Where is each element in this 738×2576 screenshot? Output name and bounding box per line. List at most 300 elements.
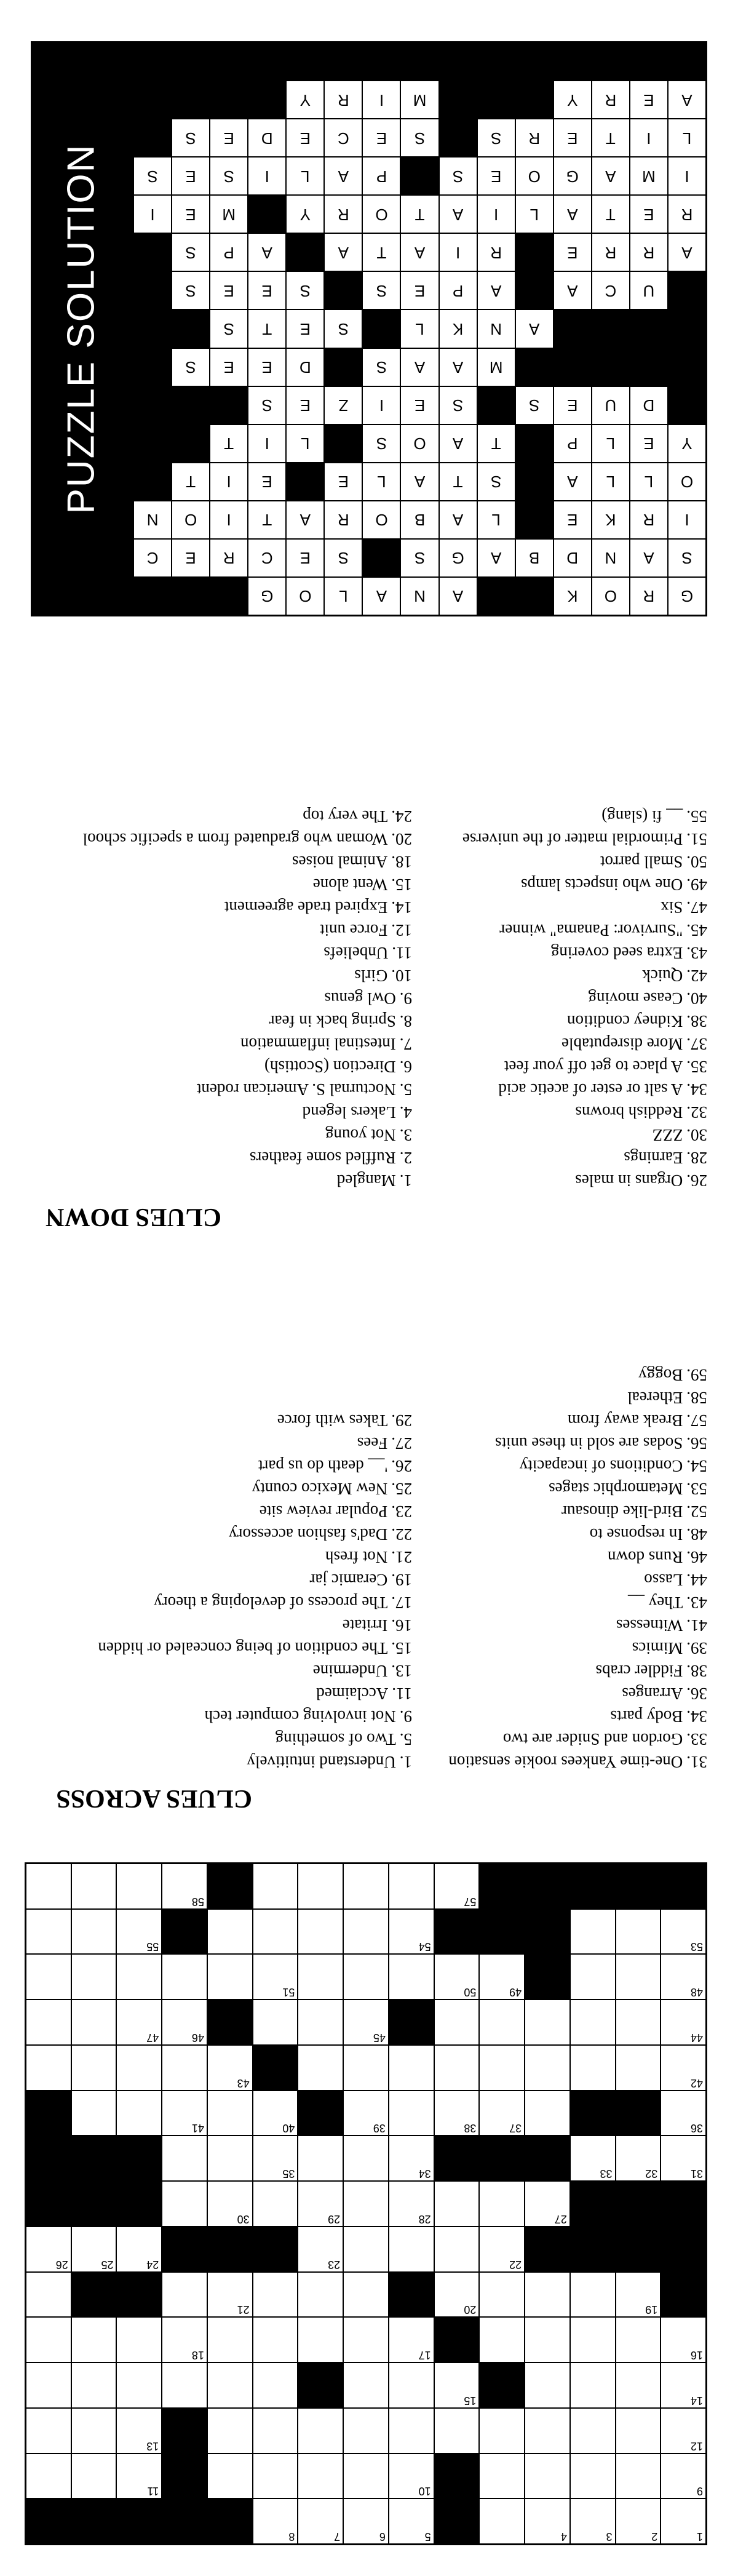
grid-cell[interactable] <box>571 2318 615 2362</box>
grid-cell[interactable] <box>616 2273 661 2317</box>
cell-number: 2 <box>651 2530 658 2543</box>
grid-cell[interactable] <box>661 2454 705 2498</box>
clue-number: 7. <box>399 1035 412 1053</box>
grid-cell[interactable] <box>480 2000 524 2044</box>
clue-number: 24. <box>391 807 412 826</box>
grid-cell[interactable] <box>162 2046 207 2090</box>
solution-letter: R <box>478 234 515 271</box>
solution-letter: R <box>210 540 247 576</box>
clue <box>430 1123 707 1146</box>
grid-cell[interactable] <box>298 2136 343 2180</box>
grid-cell[interactable] <box>389 2454 434 2498</box>
solution-black-square <box>516 272 553 309</box>
grid-cell[interactable] <box>480 2409 524 2453</box>
grid-cell[interactable] <box>525 2091 569 2135</box>
grid-cell[interactable] <box>480 2454 524 2498</box>
grid-cell[interactable] <box>208 1910 252 1954</box>
grid-cell[interactable] <box>253 1955 298 1999</box>
grid-cell[interactable] <box>72 2000 116 2044</box>
grid-cell[interactable] <box>389 2363 434 2407</box>
grid-cell[interactable] <box>616 2409 661 2453</box>
grid-cell[interactable] <box>616 2318 661 2362</box>
grid-cell[interactable] <box>117 2046 161 2090</box>
grid-cell[interactable] <box>162 1864 207 1908</box>
grid-cell[interactable] <box>661 1955 705 1999</box>
grid-cell[interactable] <box>435 2409 479 2453</box>
clue-number: 19. <box>391 1571 412 1589</box>
grid-cell[interactable] <box>208 2182 252 2226</box>
clue-text: Spring back in fear <box>269 1012 396 1031</box>
grid-cell[interactable] <box>162 2363 207 2407</box>
cell-number: 31 <box>690 2167 703 2180</box>
black-square <box>661 1864 705 1908</box>
solution-letter: S <box>172 349 209 386</box>
grid-cell[interactable] <box>26 2227 71 2271</box>
grid-cell[interactable] <box>661 2499 705 2543</box>
grid-cell[interactable] <box>571 2136 615 2180</box>
grid-cell[interactable] <box>344 2227 388 2271</box>
clue-text: Undermine <box>312 1662 388 1680</box>
grid-cell[interactable] <box>72 2409 116 2453</box>
clue <box>31 919 412 941</box>
grid-cell[interactable] <box>435 2273 479 2317</box>
cell-number: 3 <box>606 2530 613 2543</box>
grid-cell[interactable] <box>389 2227 434 2271</box>
grid-cell[interactable] <box>661 2091 705 2135</box>
grid-cell[interactable] <box>26 1910 71 1954</box>
grid-cell[interactable] <box>525 2318 569 2362</box>
solution-letter: A <box>325 158 362 194</box>
solution-letter: O <box>172 501 209 538</box>
solution-letter: I <box>248 158 285 194</box>
grid-cell[interactable] <box>117 2454 161 2498</box>
grid-cell[interactable] <box>298 1864 343 1908</box>
clue <box>31 964 412 987</box>
grid-cell[interactable] <box>117 2318 161 2362</box>
solution-black-square <box>172 387 209 424</box>
grid-cell[interactable] <box>616 2363 661 2407</box>
grid-cell[interactable] <box>72 2363 116 2407</box>
clue-text: The very top <box>303 807 388 826</box>
grid-cell[interactable] <box>162 2182 207 2226</box>
grid-cell[interactable] <box>616 2136 661 2180</box>
grid-cell[interactable] <box>435 2091 479 2135</box>
grid-cell[interactable] <box>253 2499 298 2543</box>
grid-cell[interactable] <box>298 2318 343 2362</box>
clue <box>430 1682 707 1705</box>
solution-grid <box>132 41 707 616</box>
grid-cell[interactable] <box>26 2318 71 2362</box>
clue-number: 15. <box>391 1639 412 1657</box>
grid-cell[interactable] <box>571 1910 615 1954</box>
grid-cell[interactable] <box>389 2318 434 2362</box>
clue-number: 30. <box>686 1126 707 1144</box>
grid-cell[interactable] <box>480 2182 524 2226</box>
grid-cell[interactable] <box>117 2000 161 2044</box>
grid-cell[interactable] <box>208 2136 252 2180</box>
grid-cell[interactable] <box>117 2227 161 2271</box>
grid-cell[interactable] <box>298 2182 343 2226</box>
black-square <box>525 2136 569 2180</box>
black-square <box>162 2454 207 2498</box>
grid-cell[interactable] <box>344 1864 388 1908</box>
cell-number: 25 <box>101 2258 114 2271</box>
grid-cell[interactable] <box>162 2136 207 2180</box>
grid-cell[interactable] <box>616 2000 661 2044</box>
grid-cell[interactable] <box>117 1864 161 1908</box>
grid-cell[interactable] <box>525 2499 569 2543</box>
grid-cell[interactable] <box>253 2000 298 2044</box>
grid-cell[interactable] <box>571 2499 615 2543</box>
cell-number: 4 <box>560 2530 567 2543</box>
grid-cell[interactable] <box>435 2000 479 2044</box>
clue-text: Mangled <box>336 1171 396 1190</box>
grid-cell[interactable] <box>480 2046 524 2090</box>
clue-number: 5. <box>399 1730 412 1749</box>
solution-letter: O <box>592 578 629 615</box>
cell-number: 16 <box>690 2349 703 2362</box>
grid-cell[interactable] <box>435 1955 479 1999</box>
grid-cell[interactable] <box>208 2454 252 2498</box>
clue-text: Popular review site <box>259 1502 388 1521</box>
grid-cell[interactable] <box>72 1955 116 1999</box>
grid-cell[interactable] <box>72 1864 116 1908</box>
grid-cell[interactable] <box>389 2136 434 2180</box>
grid-cell[interactable] <box>208 2046 252 2090</box>
grid-cell[interactable] <box>661 2046 705 2090</box>
grid-cell[interactable] <box>253 2409 298 2453</box>
grid-cell[interactable] <box>344 2363 388 2407</box>
grid-cell[interactable] <box>389 2046 434 2090</box>
clue-number: 18. <box>391 853 412 871</box>
clue-text: Nocturnal S. American rodent <box>196 1080 396 1099</box>
grid-cell[interactable] <box>26 1955 71 1999</box>
solution-black-square <box>248 43 285 80</box>
solution-letter: O <box>287 578 323 615</box>
solution-letter: A <box>401 463 438 500</box>
black-square <box>571 1864 615 1908</box>
solution-letter: T <box>440 463 477 500</box>
grid-cell[interactable] <box>298 2227 343 2271</box>
grid-cell[interactable] <box>298 2000 343 2044</box>
solution-letter: O <box>669 463 705 500</box>
solution-letter: T <box>248 501 285 538</box>
cell-number: 54 <box>418 1940 431 1953</box>
solution-letter: S <box>440 158 477 194</box>
grid-cell[interactable] <box>616 2499 661 2543</box>
clue <box>430 1146 707 1169</box>
solution-black-square <box>172 425 209 462</box>
clue-text: Extra seed covering <box>550 944 683 962</box>
solution-letter: E <box>630 425 667 462</box>
grid-cell[interactable] <box>389 1910 434 1954</box>
grid-cell[interactable] <box>162 2091 207 2135</box>
grid-cell[interactable] <box>525 2000 569 2044</box>
grid-cell[interactable] <box>389 2091 434 2135</box>
grid-cell[interactable] <box>117 2363 161 2407</box>
grid-cell[interactable] <box>208 1955 252 1999</box>
grid-cell[interactable] <box>435 2363 479 2407</box>
grid-cell[interactable] <box>26 2409 71 2453</box>
grid-cell[interactable] <box>344 1910 388 1954</box>
cell-number: 57 <box>464 1895 477 1908</box>
solution-letter: R <box>630 234 667 271</box>
grid-cell[interactable] <box>208 2273 252 2317</box>
grid-cell[interactable] <box>389 1955 434 1999</box>
solution-letter: M <box>478 349 515 386</box>
grid-cell[interactable] <box>616 1910 661 1954</box>
clue <box>430 1614 707 1637</box>
clue-number: 5. <box>399 1080 412 1099</box>
clue-text: Runs down <box>607 1548 683 1566</box>
grid-cell[interactable] <box>525 2273 569 2317</box>
solution-letter: S <box>363 425 400 462</box>
solution-black-square <box>516 349 553 386</box>
grid-cell[interactable] <box>344 2000 388 2044</box>
grid-cell[interactable] <box>162 2273 207 2317</box>
clue-number: 15. <box>391 875 412 894</box>
grid-cell[interactable] <box>253 2136 298 2180</box>
clue-text: Ruffled some feathers <box>249 1149 396 1167</box>
black-square <box>162 1910 207 1954</box>
solution-letter: U <box>592 387 629 424</box>
grid-cell[interactable] <box>298 2454 343 2498</box>
grid-cell[interactable] <box>253 1864 298 1908</box>
solution-letter: O <box>401 425 438 462</box>
grid-cell[interactable] <box>26 2363 71 2407</box>
solution-letter: G <box>440 540 477 576</box>
grid-cell[interactable] <box>344 1955 388 1999</box>
grid-cell[interactable] <box>435 1864 479 1908</box>
grid-cell[interactable] <box>208 2363 252 2407</box>
solution-black-square <box>134 272 171 309</box>
grid-cell[interactable] <box>72 2091 116 2135</box>
black-square <box>435 2454 479 2498</box>
black-square <box>72 2499 116 2543</box>
clue-text: Earnings <box>624 1149 683 1167</box>
grid-cell[interactable] <box>344 2182 388 2226</box>
grid-cell[interactable] <box>480 2227 524 2271</box>
solution-letter: I <box>134 196 171 233</box>
black-square <box>480 1910 524 1954</box>
clue <box>430 987 707 1010</box>
grid-cell[interactable] <box>298 2499 343 2543</box>
grid-cell[interactable] <box>253 2273 298 2317</box>
grid-cell[interactable] <box>208 2318 252 2362</box>
clue-text: Body parts <box>610 1707 683 1726</box>
grid-cell[interactable] <box>253 2363 298 2407</box>
grid-cell[interactable] <box>298 1955 343 1999</box>
grid-cell[interactable] <box>344 2046 388 2090</box>
across-heading: CLUES ACROSS <box>56 1784 252 1812</box>
solution-black-square <box>554 43 591 80</box>
grid-cell[interactable] <box>661 2409 705 2453</box>
clue-number: 50. <box>686 853 707 871</box>
grid-cell[interactable] <box>525 2409 569 2453</box>
grid-cell[interactable] <box>298 2046 343 2090</box>
solution-letter: E <box>363 119 400 156</box>
grid-cell[interactable] <box>26 2046 71 2090</box>
clue-text: __ fi (slang) <box>601 807 683 826</box>
grid-cell[interactable] <box>661 1910 705 1954</box>
cell-number: 34 <box>418 2167 431 2180</box>
grid-cell[interactable] <box>525 2182 569 2226</box>
solution-black-square <box>134 43 171 80</box>
grid-cell[interactable] <box>208 2409 252 2453</box>
grid-cell[interactable] <box>117 2091 161 2135</box>
grid-cell[interactable] <box>72 2454 116 2498</box>
grid-cell[interactable] <box>117 1955 161 1999</box>
grid-cell[interactable] <box>162 1955 207 1999</box>
grid-cell[interactable] <box>344 2273 388 2317</box>
solution-letter: R <box>325 81 362 118</box>
clue-text: Takes with force <box>277 1411 388 1430</box>
grid-cell[interactable] <box>661 2000 705 2044</box>
grid-cell[interactable] <box>389 2499 434 2543</box>
black-square <box>72 2182 116 2226</box>
grid-cell[interactable] <box>571 2000 615 2044</box>
clue-number: 14. <box>391 898 412 917</box>
grid-cell[interactable] <box>298 1910 343 1954</box>
grid-cell[interactable] <box>162 2000 207 2044</box>
solution-black-square <box>630 43 667 80</box>
clue <box>31 1591 412 1614</box>
grid-cell[interactable] <box>571 2409 615 2453</box>
grid-cell[interactable] <box>117 2409 161 2453</box>
grid-cell[interactable] <box>525 2454 569 2498</box>
grid-cell[interactable] <box>571 2273 615 2317</box>
grid-cell[interactable] <box>661 2318 705 2362</box>
grid-cell[interactable] <box>208 2091 252 2135</box>
grid-cell[interactable] <box>389 2409 434 2453</box>
grid-cell[interactable] <box>661 2136 705 2180</box>
grid-cell[interactable] <box>344 2318 388 2362</box>
grid-cell[interactable] <box>616 1955 661 1999</box>
grid-cell[interactable] <box>616 2046 661 2090</box>
clue-number: 45. <box>686 921 707 939</box>
solution-letter: A <box>516 310 553 347</box>
black-square <box>480 1864 524 1908</box>
grid-cell[interactable] <box>480 2091 524 2135</box>
solution-letter: L <box>287 158 323 194</box>
grid-cell[interactable] <box>344 2409 388 2453</box>
grid-cell[interactable] <box>661 2363 705 2407</box>
clue <box>31 1568 412 1591</box>
clue-text: Cease moving <box>588 989 683 1008</box>
grid-cell[interactable] <box>389 2182 434 2226</box>
grid-cell[interactable] <box>344 2091 388 2135</box>
clue <box>430 1545 707 1568</box>
grid-cell[interactable] <box>117 1910 161 1954</box>
solution-letter: A <box>440 196 477 233</box>
clue-text: Girls <box>354 967 388 985</box>
grid-cell[interactable] <box>72 1910 116 1954</box>
grid-cell[interactable] <box>162 2318 207 2362</box>
grid-cell[interactable] <box>616 2454 661 2498</box>
black-square <box>661 2227 705 2271</box>
grid-cell[interactable] <box>298 2273 343 2317</box>
clue <box>31 1682 412 1705</box>
black-square <box>208 2499 252 2543</box>
solution-letter: R <box>630 501 667 538</box>
solution-letter: S <box>401 540 438 576</box>
solution-letter: E <box>210 272 247 309</box>
grid-cell[interactable] <box>253 2454 298 2498</box>
solution-letter: A <box>630 540 667 576</box>
black-square <box>480 2363 524 2407</box>
cell-number: 51 <box>282 1986 295 1999</box>
solution-letter: O <box>363 501 400 538</box>
black-square <box>616 2227 661 2271</box>
black-square <box>117 2499 161 2543</box>
grid-cell[interactable] <box>72 2227 116 2271</box>
grid-cell[interactable] <box>26 2000 71 2044</box>
solution-letter: A <box>592 158 629 194</box>
clue-text: Woman who graduated from a specific school <box>82 830 388 848</box>
grid-cell[interactable] <box>480 2499 524 2543</box>
grid-cell[interactable] <box>480 2273 524 2317</box>
clue <box>31 941 412 964</box>
grid-cell[interactable] <box>26 1864 71 1908</box>
clue <box>430 1523 707 1545</box>
grid-cell[interactable] <box>435 2046 479 2090</box>
cell-number: 50 <box>464 1986 477 1999</box>
clue-text: Arranges <box>622 1685 683 1703</box>
solution-black-square <box>172 578 209 615</box>
grid-cell[interactable] <box>253 2091 298 2135</box>
grid-cell[interactable] <box>26 2273 71 2317</box>
grid-cell[interactable] <box>72 2318 116 2362</box>
grid-cell[interactable] <box>344 2136 388 2180</box>
grid-cell[interactable] <box>298 2409 343 2453</box>
grid-cell[interactable] <box>525 2363 569 2407</box>
solution-black-square <box>210 81 247 118</box>
grid-cell[interactable] <box>435 2227 479 2271</box>
solution-letter: L <box>325 578 362 615</box>
grid-cell[interactable] <box>253 1910 298 1954</box>
grid-cell[interactable] <box>571 2454 615 2498</box>
clue-number: 47. <box>686 898 707 917</box>
grid-cell[interactable] <box>571 2363 615 2407</box>
clue <box>430 1705 707 1728</box>
grid-cell[interactable] <box>571 2046 615 2090</box>
solution-letter: E <box>554 119 591 156</box>
grid-cell[interactable] <box>344 2454 388 2498</box>
grid-cell[interactable] <box>253 2182 298 2226</box>
grid-cell[interactable] <box>72 2046 116 2090</box>
black-square <box>298 2363 343 2407</box>
clue <box>430 1101 707 1123</box>
grid-cell[interactable] <box>480 1955 524 1999</box>
grid-cell[interactable] <box>26 2454 71 2498</box>
clue-text: Small parrot <box>600 853 683 871</box>
grid-cell[interactable] <box>525 2046 569 2090</box>
clue-number: 43. <box>686 944 707 962</box>
grid-cell[interactable] <box>253 2318 298 2362</box>
grid-cell[interactable] <box>389 1864 434 1908</box>
cell-number: 6 <box>379 2530 386 2543</box>
solution-black-square <box>516 43 553 80</box>
grid-cell[interactable] <box>344 2499 388 2543</box>
solution-black-square <box>134 349 171 386</box>
grid-cell[interactable] <box>571 1955 615 1999</box>
solution-letter: T <box>592 196 629 233</box>
solution-letter: E <box>287 540 323 576</box>
clue <box>430 1477 707 1500</box>
grid-cell[interactable] <box>435 2182 479 2226</box>
grid-cell[interactable] <box>480 2318 524 2362</box>
cell-number: 19 <box>645 2303 658 2316</box>
